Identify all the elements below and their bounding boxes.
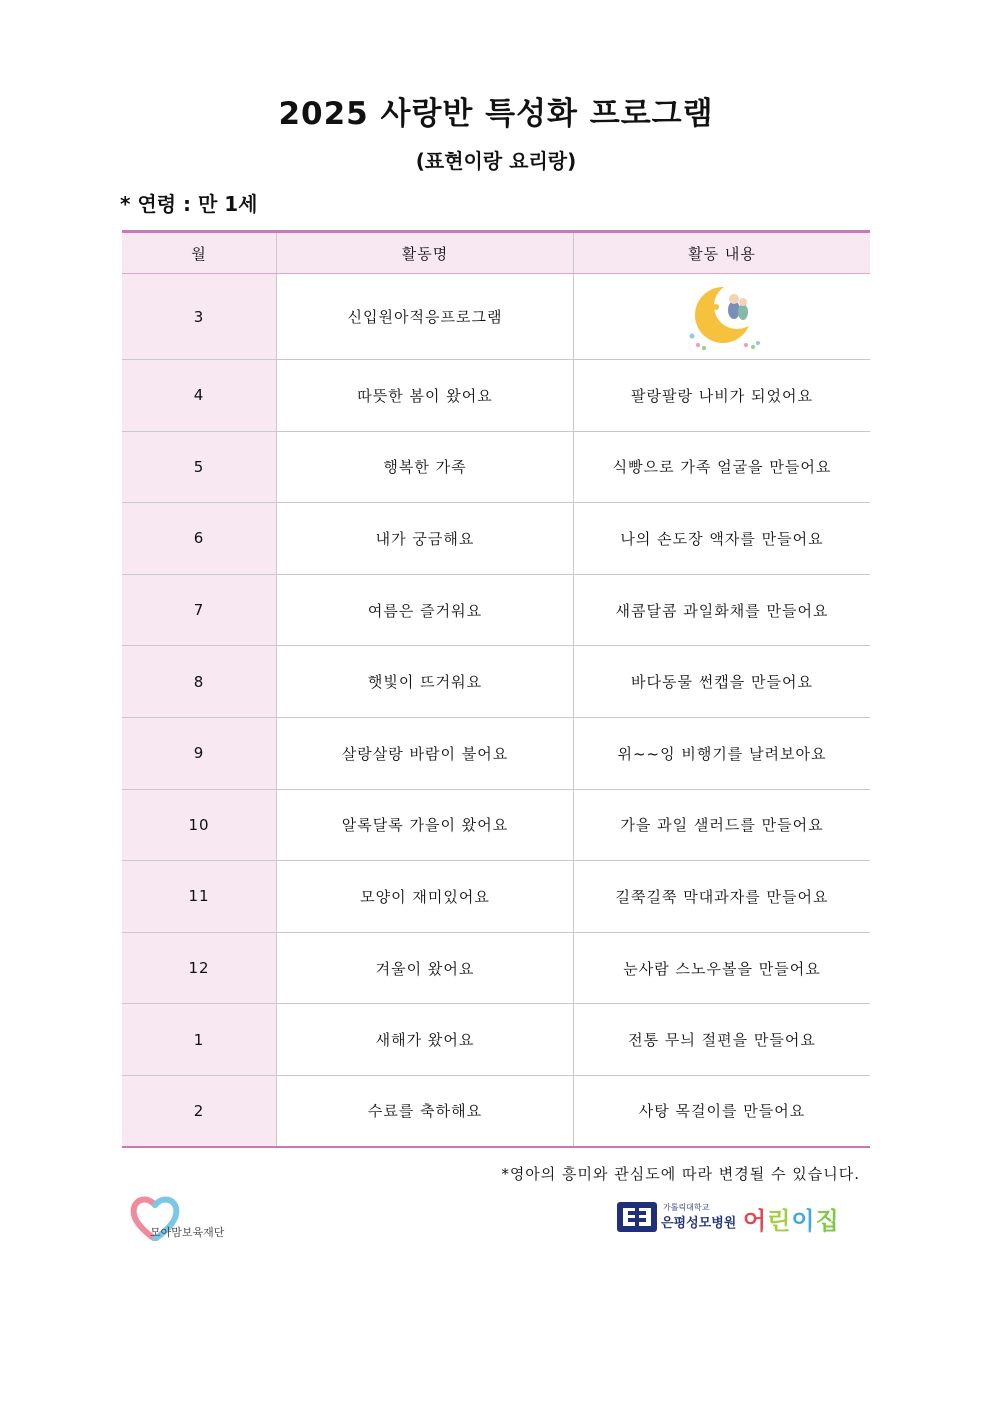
moamom-foundation-logo [130, 1195, 240, 1245]
table-row [122, 789, 870, 861]
activity-name-cell: 내가 궁금해요 [277, 503, 574, 575]
activity-content-cell: 가을 과일 샐러드를 만들어요 [574, 789, 871, 861]
activity-content-cell: 위~~잉 비행기를 날려보아요 [574, 717, 871, 789]
month-cell: 7 [122, 574, 277, 646]
activity-name-cell: 행복한 가족 [277, 431, 574, 503]
activity-content-cell: 나의 손도장 액자를 만들어요 [574, 503, 871, 575]
activity-name-cell: 겨울이 왔어요 [277, 932, 574, 1004]
kindergarten-logo [616, 1197, 866, 1237]
page-title: 2025 사랑반 특성화 프로그램 [278, 96, 714, 132]
activity-name-cell: 따뜻한 봄이 왔어요 [277, 360, 574, 432]
month-cell: 6 [122, 503, 277, 575]
table-row [122, 1075, 870, 1147]
table-row [122, 574, 870, 646]
month-cell: 10 [122, 789, 277, 861]
month-cell: 12 [122, 932, 277, 1004]
table-row [122, 1004, 870, 1076]
month-cell: 5 [122, 431, 277, 503]
activity-name-cell: 알록달록 가을이 왔어요 [277, 789, 574, 861]
month-cell: 3 [122, 274, 277, 360]
kinder-char-1: 어 [743, 1207, 768, 1235]
moon-illustration [679, 279, 765, 355]
table-row [122, 274, 870, 360]
footnote: *영아의 흥미와 관심도에 따라 변경될 수 있습니다. [501, 1165, 860, 1183]
activity-name-cell: 새해가 왔어요 [277, 1004, 574, 1076]
header-month: 월 [122, 232, 277, 274]
university-text: 가톨릭대학교 [663, 1203, 710, 1212]
kindergarten-text [743, 1201, 840, 1236]
activity-name-cell: 햇빛이 뜨거워요 [277, 646, 574, 718]
activity-content-cell: 바다동물 썬캡을 만들어요 [574, 646, 871, 718]
header-activity-name: 활동명 [277, 232, 574, 274]
hospital-emblem-icon [616, 1201, 658, 1233]
activity-content-cell: 새콤달콤 과일화채를 만들어요 [574, 574, 871, 646]
activity-name-cell: 신입원아적응프로그램 [277, 274, 574, 360]
kinder-char-3: 이 [791, 1207, 816, 1235]
table-row [122, 503, 870, 575]
table-header-row [122, 232, 870, 274]
activity-name-cell: 모양이 재미있어요 [277, 861, 574, 933]
activity-content-cell: 팔랑팔랑 나비가 되었어요 [574, 360, 871, 432]
header-activity-content: 활동 내용 [574, 232, 871, 274]
activity-content-cell: 눈사람 스노우볼을 만들어요 [574, 932, 871, 1004]
activity-name-cell: 여름은 즐거워요 [277, 574, 574, 646]
activity-name-cell: 수료를 축하해요 [277, 1075, 574, 1147]
table-row [122, 717, 870, 789]
month-cell: 11 [122, 861, 277, 933]
age-label: * 연령 : 만 1세 [120, 192, 258, 216]
table-row [122, 360, 870, 432]
activity-content-cell: 사탕 목걸이를 만들어요 [574, 1075, 871, 1147]
program-table [122, 230, 870, 1148]
page-subtitle: (표현이랑 요리랑) [415, 149, 577, 173]
activity-content-cell: 식빵으로 가족 얼굴을 만들어요 [574, 431, 871, 503]
hospital-name: 은평성모병원 [661, 1216, 737, 1231]
month-cell: 4 [122, 360, 277, 432]
month-cell: 1 [122, 1004, 277, 1076]
table-row [122, 431, 870, 503]
moamom-logo-text: 모아맘보육재단 [150, 1226, 225, 1239]
table-row [122, 861, 870, 933]
activity-content-cell: 길쭉길쭉 막대과자를 만들어요 [574, 861, 871, 933]
kinder-char-2: 린 [767, 1207, 792, 1235]
activity-name-cell: 살랑살랑 바람이 불어요 [277, 717, 574, 789]
kinder-char-4: 집 [815, 1207, 840, 1235]
activity-content-cell [574, 274, 871, 360]
month-cell: 8 [122, 646, 277, 718]
month-cell: 9 [122, 717, 277, 789]
month-cell: 2 [122, 1075, 277, 1147]
table-row [122, 932, 870, 1004]
activity-content-cell: 전통 무늬 절편을 만들어요 [574, 1004, 871, 1076]
table-row [122, 646, 870, 718]
